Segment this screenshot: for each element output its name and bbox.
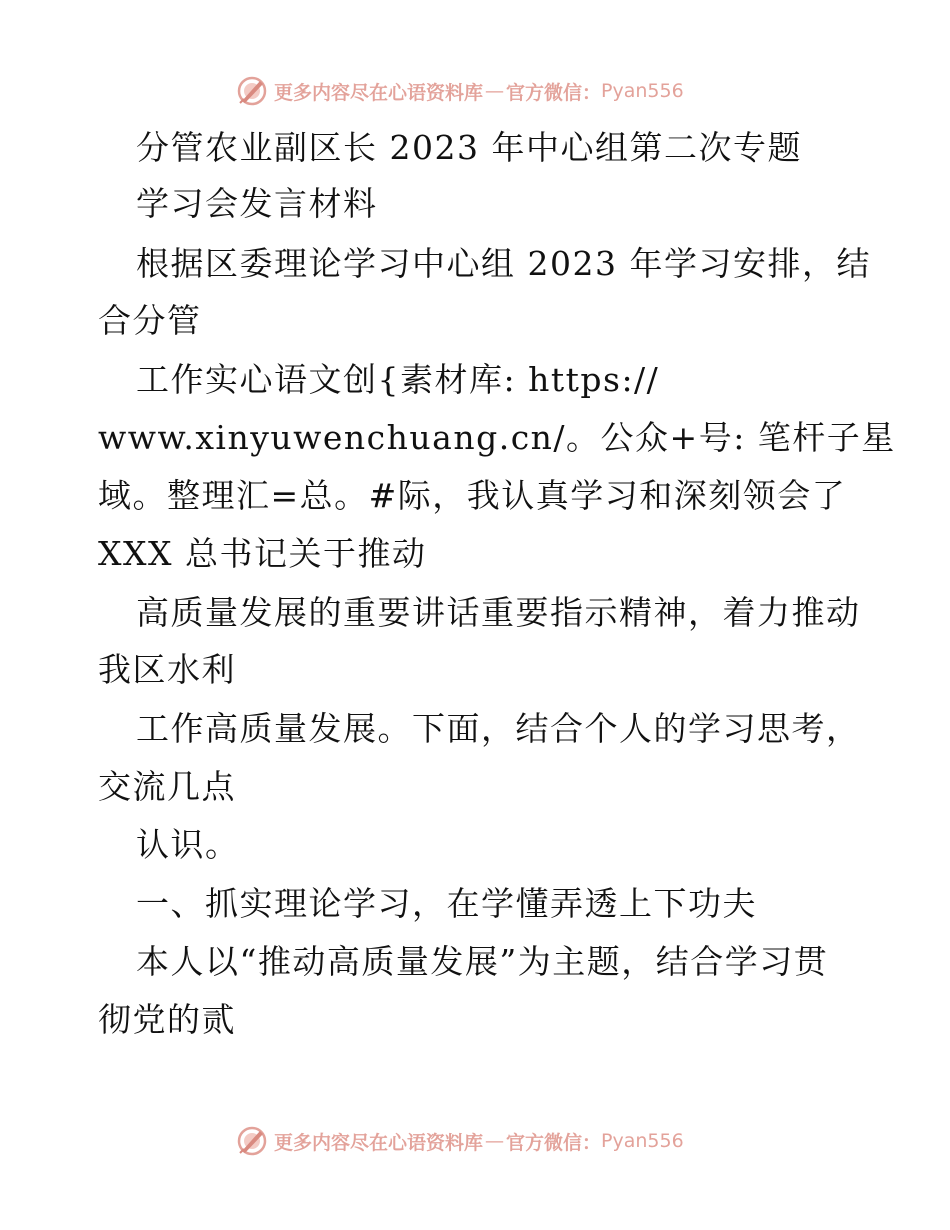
paragraph-line: 认识。	[136, 825, 240, 864]
paragraph-line: XXX 总书记关于推动	[98, 534, 427, 573]
paragraph-line: 根据区委理论学习中心组 2023 年学习安排，结	[136, 244, 871, 283]
paragraph-line: 工作高质量发展。下面，结合个人的学习思考，	[136, 709, 861, 748]
paragraph-line: 合分管	[98, 301, 202, 340]
watermark-separator: —	[485, 80, 505, 102]
watermark-text: 更多内容尽在心语资料库	[274, 81, 484, 104]
watermark-banner-bottom	[236, 1124, 684, 1158]
document-title-line-2: 学习会发言材料	[136, 184, 378, 223]
watermark-wechat-label: 官方微信：	[506, 81, 602, 104]
paragraph-line: 高质量发展的重要讲话重要指示精神，着力推动	[136, 593, 861, 632]
watermark-wechat-label: 官方微信：	[506, 1131, 602, 1154]
document-title-line-1: 分管农业副区长 2023 年中心组第二次专题	[136, 128, 802, 167]
watermark-separator: —	[485, 1130, 505, 1152]
section-heading: 一、抓实理论学习，在学懂弄透上下功夫	[136, 884, 757, 923]
paragraph-line: 彻党的贰	[98, 1000, 236, 1039]
paragraph-line: 本人以“推动高质量发展”为主题，结合学习贯	[136, 942, 829, 981]
feather-pen-logo-icon	[236, 1125, 268, 1157]
paragraph-line: 工作实心语文创{素材库: https://	[136, 360, 660, 399]
watermark-wechat-id: Pyan556	[601, 80, 684, 102]
watermark-text: 更多内容尽在心语资料库	[274, 1131, 484, 1154]
feather-pen-logo-icon	[236, 75, 268, 107]
paragraph-line: 我区水利	[98, 650, 236, 689]
paragraph-line: www.xinyuwenchuang.cn/。公众+号: 笔杆子星	[98, 418, 896, 457]
watermark-banner-top	[236, 74, 684, 108]
paragraph-line: 交流几点	[98, 767, 236, 806]
paragraph-line: 域。整理汇=总。#际，我认真学习和深刻领会了	[98, 476, 847, 515]
watermark-wechat-id: Pyan556	[601, 1130, 684, 1152]
